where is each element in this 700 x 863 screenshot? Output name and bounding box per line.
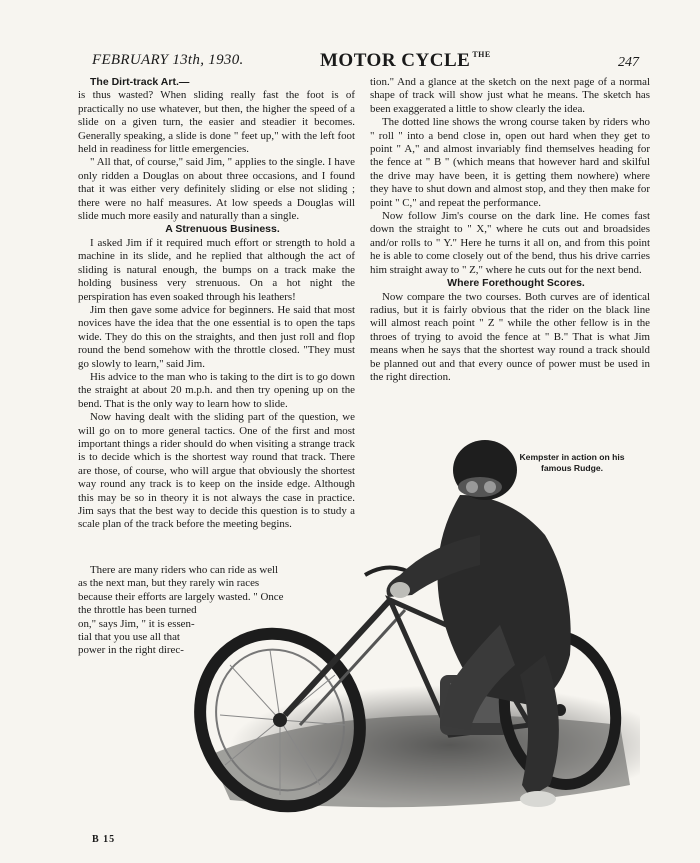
- paragraph: is thus wasted? When sliding really fast the foot is of practically no use whatever, but then, the higher the speed of a slide on a given turn, the easier and steadier it becomes. Generally speaking, a slide is done " feet up," with the left foot held in readiness for little emergencies.: [78, 89, 355, 156]
- paragraph: tion." And a glance at the sketch on the next page of a normal shape of track will show just what he means. The sketch has been exaggerated a little to show clearly the idea.: [370, 76, 650, 115]
- logo-small-text: THE: [472, 50, 491, 59]
- page-code: B 15: [92, 834, 116, 845]
- issue-date: FEBRUARY 13th, 1930.: [92, 52, 244, 68]
- subheading-strenuous: A Strenuous Business.: [165, 223, 280, 236]
- magazine-logo: [320, 50, 491, 72]
- paragraph: " All that, of course," said Jim, " applies to the single. I have only ridden a Douglas on about three occasions, and I found that it was either very definitely sliding or else not sliding ; there were no half measures. At low speeds a Douglas will slide much more easily and naturally than a single.: [78, 156, 355, 223]
- paragraph: Jim then gave some advice for beginners. He said that most novices have the idea that the one essential is to open the taps wide. They do this on the straights, and then just roll and flop round the bend somehow with the throttle closed. "They must go slowly to learn," said Jim.: [78, 303, 355, 370]
- text-line: tial that you use all that: [78, 631, 180, 644]
- logo-text: MOTOR CYCLE: [320, 50, 471, 71]
- text-line: on," says Jim, " it is essen-: [78, 617, 195, 630]
- running-head: The Dirt-track Art.—: [90, 76, 190, 88]
- subheading-forethought: Where Forethought Scores.: [447, 277, 585, 290]
- right-column: [370, 76, 650, 384]
- text-line: the throttle has been turned: [78, 604, 197, 617]
- paragraph: I asked Jim if it required much effort or strength to hold a machine in its slide, and he replied that although the act of sliding is natural enough, the bumps on a track make the holding business very strenuous. On a hot night the perspiration has even soaked through his leathers!: [78, 236, 355, 303]
- paragraph: Now compare the two courses. Both curves are of identical radius, but it is fairly obvious that the rider on the black line will almost reach point " Z " while the other fellow is in the throes of trying to avoid the fence at " B." That is what Jim means when he says that the shortest way round a track should be planned out and that every ounce of power must be used in the right direction.: [370, 290, 650, 383]
- text-line: There are many riders who can ride as well: [90, 564, 279, 576]
- page-number: 247: [618, 55, 639, 70]
- photo-caption: Kempster in action on his famous Rudge.: [519, 452, 625, 473]
- text-line: power in the right direc-: [78, 644, 184, 657]
- rider-photo: [150, 425, 640, 825]
- paragraph: Now having dealt with the sliding part of the question, we will go on to more general tactics. One of the first and most important things a rider should do when visiting a strange track is to decide which is the shortest way round that track. There are those, of course, who will argue that obviously the shortest way round any track is to keep on the inside edge. Although this may be so in theory it is not always the case in practice. Jim says that the best way to decide this question is to study a scale plan of the track before the meeting begins.: [78, 411, 355, 531]
- paragraph: The dotted line shows the wrong course taken by riders who " roll " into a bend close in, open out hard when they get to point " A," and almost invariably find themselves heading for the fence at " B " (which means that however hard and skilful the drive may have been, it is getting them nowhere) where they have to shut down and almost stop, and they then make for point " C," and repeat the performance.: [370, 116, 650, 209]
- paragraph: His advice to the man who is taking to the dirt is to go down the straight at about 20 m.p.h. and then try opening up on the bend. That is the only way to learn how to slide.: [78, 370, 355, 410]
- paragraph: Now follow Jim's course on the dark line. He comes fast down the straight to " X," where he cuts out and broadsides and/or rolls to " Y." Here he turns it all on, and from this point he is able to come closely out of the bend, thus his drive carries him straight away to " Z," where he cuts out for the next bend.: [370, 210, 650, 276]
- text-line: because their efforts are largely wasted. " Once: [78, 590, 284, 603]
- text-line: as the next man, but they rarely win races: [78, 577, 260, 590]
